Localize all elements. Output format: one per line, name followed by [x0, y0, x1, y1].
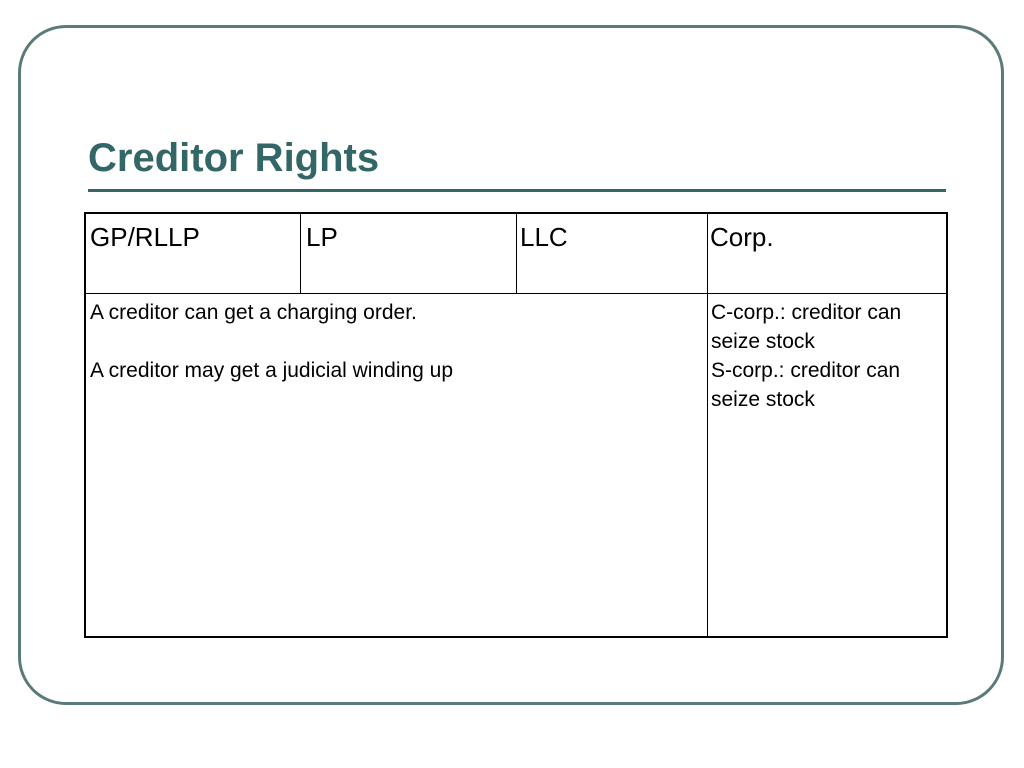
column-divider-corp	[707, 214, 708, 636]
corp-cell	[711, 298, 943, 414]
header-divider-1	[300, 214, 301, 293]
c-corp-line-1: C-corp.: creditor can	[711, 301, 902, 324]
header-corp: Corp.	[710, 222, 774, 252]
c-corp-line-2: seize stock	[711, 330, 815, 353]
header-divider-2	[516, 214, 517, 293]
partnership-llc-cell	[90, 298, 690, 385]
header-llc: LLC	[520, 222, 568, 252]
slide-title: Creditor Rights	[88, 136, 380, 180]
header-bottom-rule	[86, 293, 946, 294]
header-lp: LP	[306, 222, 338, 252]
s-corp-line-1: S-corp.: creditor can	[711, 359, 901, 382]
header-gp-rllp: GP/RLLP	[90, 222, 200, 252]
s-corp-line-2: seize stock	[711, 388, 815, 411]
charging-order-text: A creditor can get a charging order.	[90, 301, 417, 324]
comparison-table	[84, 212, 948, 638]
winding-up-text: A creditor may get a judicial winding up	[90, 359, 454, 382]
title-underline	[88, 189, 946, 192]
